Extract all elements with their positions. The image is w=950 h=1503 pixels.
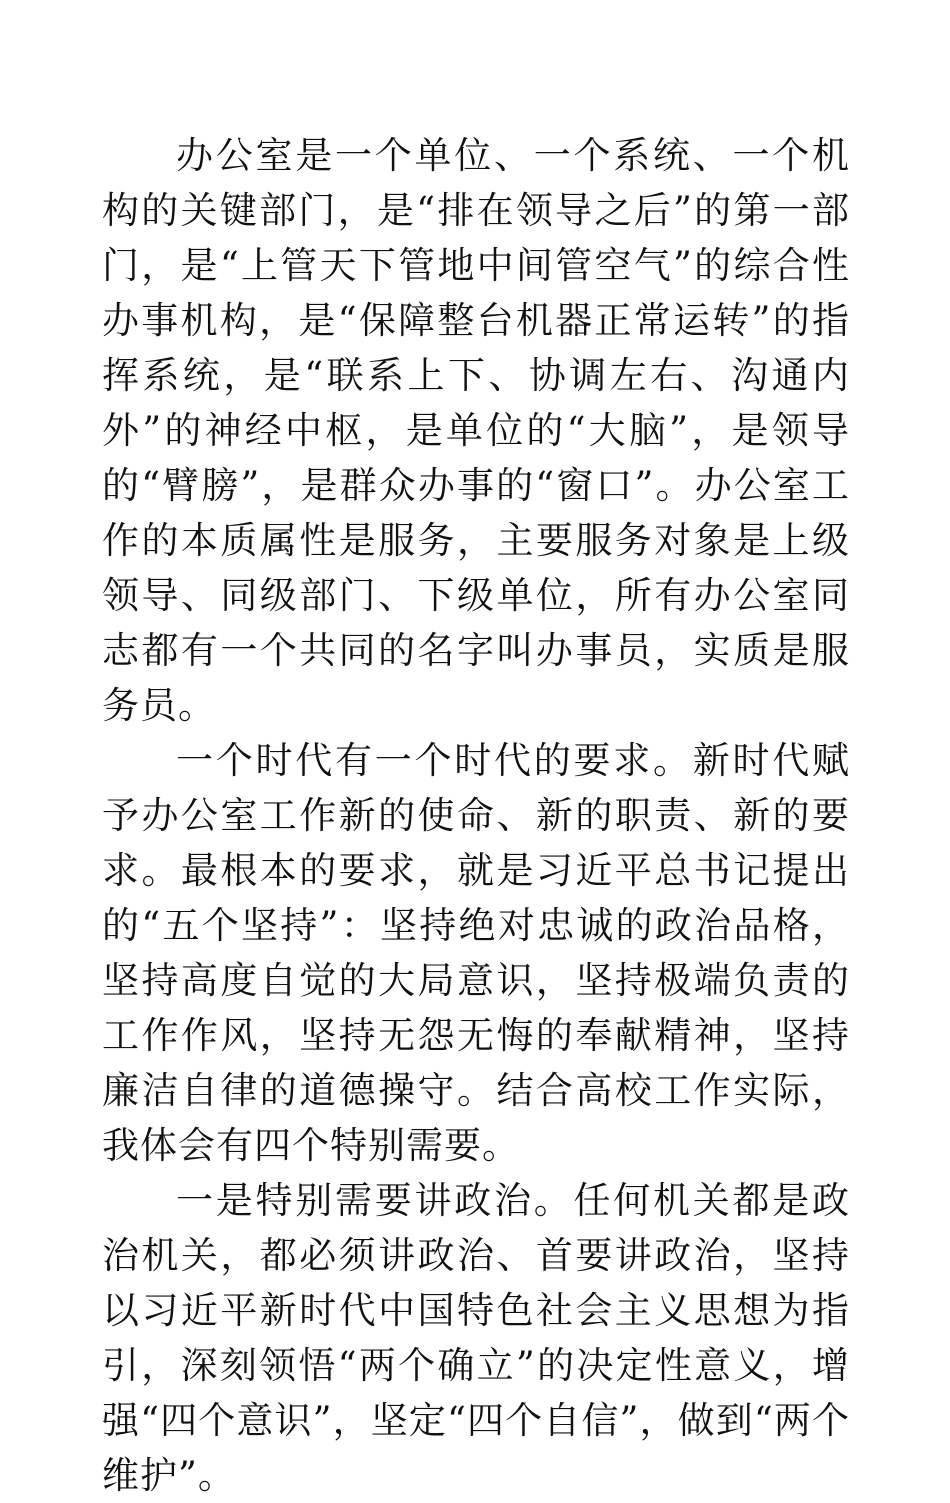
paragraph-politics: 一是特别需要讲政治。任何机关都是政治机关，都必须讲政治、首要讲政治，坚持以习近平新时代中国特色社会主义思想为指引，深刻领悟“两个确立”的决定性意义，增强“四个意识”，坚定“四个自信”，做到“两个维护”。	[102, 1179, 850, 1497]
paragraph-office-role: 办公室是一个单位、一个系统、一个机构的关键部门，是“排在领导之后”的第一部门，是“上管天下管地中间管空气”的综合性办事机构，是“保障整台机器正常运转”的指挥系统，是“联系上下、协调左右、沟通内外”的神经中枢，是单位的“大脑”，是领导的“臂膀”，是群众办事的“窗口”。办公室工作的本质属性是服务，主要服务对象是上级领导、同级部门、下级单位，所有办公室同志都有一个共同的名字叫办事员，实质是服务员。	[102, 134, 850, 727]
paragraph-new-era-requirements: 一个时代有一个时代的要求。新时代赋予办公室工作新的使命、新的职责、新的要求。最根本的要求，就是习近平总书记提出的“五个坚持”：坚持绝对忠诚的政治品格，坚持高度自觉的大局意识，坚持极端负责的工作作风，坚持无怨无悔的奉献精神，坚持廉洁自律的道德操守。结合高校工作实际，我体会有四个特别需要。	[102, 739, 850, 1167]
document-page	[102, 128, 850, 1503]
